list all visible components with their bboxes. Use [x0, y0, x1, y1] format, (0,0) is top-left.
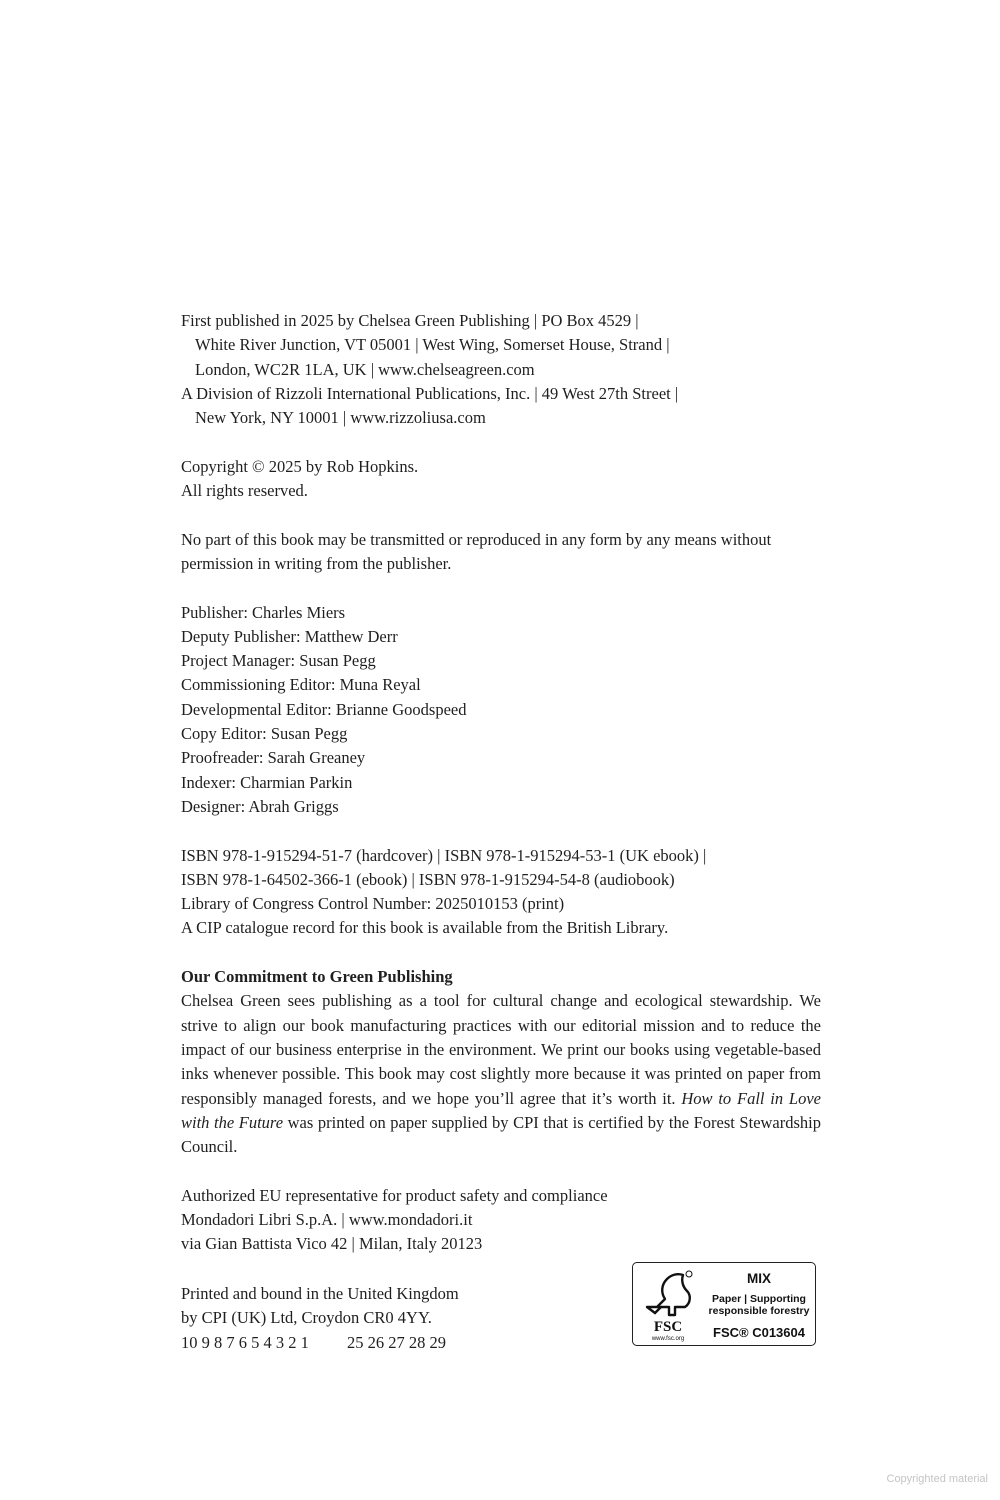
fsc-tree-icon — [639, 1267, 701, 1343]
cip-line: A CIP catalogue record for this book is available from the British Library. — [181, 918, 669, 938]
credit-line: Indexer: Charmian Parkin — [181, 772, 353, 792]
credit-line: Developmental Editor: Brianne Goodspeed — [181, 699, 467, 719]
fsc-description: Paper | Supporting responsible forestry — [708, 1293, 810, 1317]
fsc-url: www.fsc.org — [651, 1336, 685, 1342]
printing-info — [181, 1282, 459, 1355]
credit-line: Designer: Abrah Griggs — [181, 796, 339, 816]
book-title: How to Fall in Love with the Future — [181, 1088, 822, 1132]
credit-line: Deputy Publisher: Matthew Derr — [181, 626, 398, 646]
publication-line: A Division of Rizzoli International Publications, Inc. | 49 West 27th Street | — [181, 383, 679, 403]
publication-line: New York, NY 10001 | www.rizzoliusa.com — [195, 408, 486, 428]
publication-line: First published in 2025 by Chelsea Green Publishing | PO Box 4529 | — [181, 311, 639, 330]
year-numbers: 25 26 27 28 29 — [347, 1332, 446, 1352]
fsc-license-code: FSC® C013604 — [713, 1325, 805, 1340]
lccn-line: Library of Congress Control Number: 2025010153 (print) — [181, 894, 565, 914]
copyright-watermark: Copyrighted material — [886, 1473, 988, 1485]
eu-rep-line: via Gian Battista Vico 42 | Milan, Italy 20123 — [181, 1234, 483, 1254]
fsc-label — [632, 1262, 816, 1346]
copyright-line: Copyright © 2025 by Rob Hopkins. — [181, 456, 419, 476]
eu-rep-line: Authorized EU representative for product safety and compliance — [181, 1185, 608, 1205]
credit-line: Project Manager: Susan Pegg — [181, 651, 376, 671]
fsc-logo-text: FSC — [653, 1319, 683, 1335]
publication-line: London, WC2R 1LA, UK | www.chelseagreen.com — [195, 359, 535, 379]
rights-notice-line: permission in writing from the publisher. — [181, 553, 452, 573]
copyright-page-text — [181, 309, 821, 1257]
credit-line: Commissioning Editor: Muna Reyal — [181, 675, 421, 695]
credit-line: Publisher: Charles Miers — [181, 602, 346, 622]
isbn-line: ISBN 978-1-915294-51-7 (hardcover) | ISBN 978-1-915294-53-1 (UK ebook) | — [181, 845, 707, 865]
fsc-mix: MIX — [746, 1271, 771, 1286]
credit-line: Copy Editor: Susan Pegg — [181, 724, 348, 744]
printing-line: Printed and bound in the United Kingdom — [181, 1284, 459, 1303]
rights-notice-line: No part of this book may be transmitted or reproduced in any form by any means without — [181, 529, 772, 549]
isbn-line: ISBN 978-1-64502-366-1 (ebook) | ISBN 978-1-915294-54-8 (audiobook) — [181, 869, 675, 889]
eu-rep-line: Mondadori Libri S.p.A. | www.mondadori.it — [181, 1209, 473, 1229]
rights-reserved-line: All rights reserved. — [181, 481, 308, 501]
commitment-heading: Our Commitment to Green Publishing — [181, 967, 453, 987]
commitment-text: Chelsea Green sees publishing as a tool for cultural change and ecological stewardship. We strive to align our book manufacturing practices with our editorial mission and to reduce the impact of our business enterprise in the environment. We print our books using vegetable-based inks whenever possible. This book may cost slightly more because it was printed on paper from responsibly managed forests, and we hope you’ll agree that it’s worth it. — [181, 991, 821, 1108]
printer-key — [181, 1331, 459, 1355]
publication-line: White River Junction, VT 05001 | West Wing, Somerset House, Strand | — [195, 335, 670, 355]
impression-numbers: 10 9 8 7 6 5 4 3 2 1 — [181, 1332, 309, 1352]
commitment-text: was printed on paper supplied by CPI that is certified by the Forest Stewardship Council. — [181, 1112, 822, 1157]
credit-line: Proofreader: Sarah Greaney — [181, 748, 366, 768]
printing-line: by CPI (UK) Ltd, Croydon CR0 4YY. — [181, 1308, 432, 1328]
commitment-paragraph — [181, 989, 821, 1159]
